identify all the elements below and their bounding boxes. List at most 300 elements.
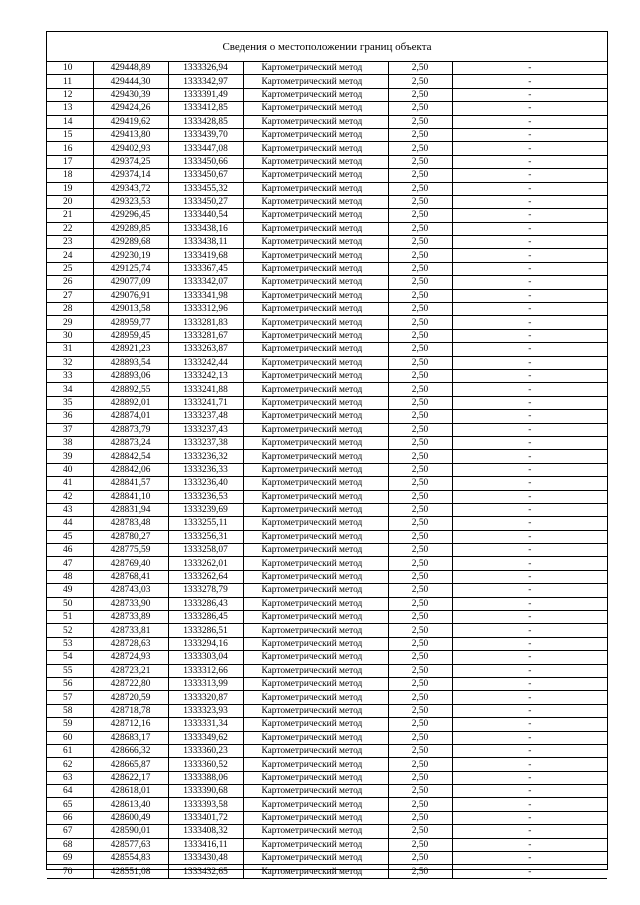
- accuracy-cell: 2,50: [388, 838, 452, 851]
- table-row: [47, 88, 607, 101]
- y-coordinate-cell: 1333236,32: [168, 450, 243, 463]
- accuracy-cell: 2,50: [388, 517, 452, 530]
- method-cell: Картометрический метод: [243, 410, 388, 423]
- method-cell: Картометрический метод: [243, 128, 388, 141]
- method-cell: Картометрический метод: [243, 503, 388, 516]
- method-cell: Картометрический метод: [243, 329, 388, 342]
- x-coordinate-cell: 429013,58: [93, 303, 168, 316]
- description-cell: -: [452, 517, 607, 530]
- y-coordinate-cell: 1333281,83: [168, 316, 243, 329]
- y-coordinate-cell: 1333440,54: [168, 209, 243, 222]
- table-row: [47, 236, 607, 249]
- point-number-cell: 50: [47, 597, 93, 610]
- x-coordinate-cell: 429296,45: [93, 209, 168, 222]
- y-coordinate-cell: 1333237,48: [168, 410, 243, 423]
- table-row: [47, 758, 607, 771]
- point-number-cell: 40: [47, 463, 93, 476]
- description-cell: -: [452, 798, 607, 811]
- method-cell: Картометрический метод: [243, 544, 388, 557]
- description-cell: -: [452, 731, 607, 744]
- table-row: [47, 503, 607, 516]
- point-number-cell: 54: [47, 651, 93, 664]
- table-row: [47, 584, 607, 597]
- point-number-cell: 51: [47, 611, 93, 624]
- x-coordinate-cell: 428892,01: [93, 396, 168, 409]
- description-cell: -: [452, 611, 607, 624]
- method-cell: Картометрический метод: [243, 450, 388, 463]
- point-number-cell: 53: [47, 637, 93, 650]
- method-cell: Картометрический метод: [243, 691, 388, 704]
- description-cell: -: [452, 115, 607, 128]
- point-number-cell: 17: [47, 155, 93, 168]
- x-coordinate-cell: 429230,19: [93, 249, 168, 262]
- method-cell: Картометрический метод: [243, 356, 388, 369]
- method-cell: Картометрический метод: [243, 570, 388, 583]
- description-cell: -: [452, 383, 607, 396]
- table-row: [47, 530, 607, 543]
- y-coordinate-cell: 1333408,32: [168, 825, 243, 838]
- table-row: [47, 825, 607, 838]
- table-row: [47, 182, 607, 195]
- method-cell: Картометрический метод: [243, 758, 388, 771]
- point-number-cell: 26: [47, 276, 93, 289]
- x-coordinate-cell: 428873,24: [93, 436, 168, 449]
- accuracy-cell: 2,50: [388, 731, 452, 744]
- accuracy-cell: 2,50: [388, 637, 452, 650]
- description-cell: -: [452, 557, 607, 570]
- y-coordinate-cell: 1333256,31: [168, 530, 243, 543]
- accuracy-cell: 2,50: [388, 289, 452, 302]
- table-row: [47, 798, 607, 811]
- method-cell: Картометрический метод: [243, 704, 388, 717]
- y-coordinate-cell: 1333450,27: [168, 195, 243, 208]
- accuracy-cell: 2,50: [388, 262, 452, 275]
- x-coordinate-cell: 429289,68: [93, 236, 168, 249]
- x-coordinate-cell: 428554,83: [93, 852, 168, 865]
- description-cell: -: [452, 142, 607, 155]
- point-number-cell: 67: [47, 825, 93, 838]
- description-cell: -: [452, 718, 607, 731]
- accuracy-cell: 2,50: [388, 75, 452, 88]
- y-coordinate-cell: 1333239,69: [168, 503, 243, 516]
- table-row: [47, 718, 607, 731]
- point-number-cell: 43: [47, 503, 93, 516]
- point-number-cell: 12: [47, 88, 93, 101]
- description-cell: -: [452, 396, 607, 409]
- table-row: [47, 410, 607, 423]
- y-coordinate-cell: 1333263,87: [168, 343, 243, 356]
- point-number-cell: 14: [47, 115, 93, 128]
- accuracy-cell: 2,50: [388, 236, 452, 249]
- boundary-table-sheet: [46, 31, 608, 877]
- method-cell: Картометрический метод: [243, 316, 388, 329]
- x-coordinate-cell: 428921,23: [93, 343, 168, 356]
- point-number-cell: 21: [47, 209, 93, 222]
- table-row: [47, 677, 607, 690]
- description-cell: -: [452, 771, 607, 784]
- method-cell: Картометрический метод: [243, 651, 388, 664]
- table-row: [47, 744, 607, 757]
- table-row: [47, 62, 607, 75]
- x-coordinate-cell: 428892,55: [93, 383, 168, 396]
- description-cell: -: [452, 704, 607, 717]
- method-cell: Картометрический метод: [243, 865, 388, 878]
- description-cell: -: [452, 530, 607, 543]
- y-coordinate-cell: 1333341,98: [168, 289, 243, 302]
- method-cell: Картометрический метод: [243, 115, 388, 128]
- description-cell: -: [452, 450, 607, 463]
- table-row: [47, 262, 607, 275]
- point-number-cell: 56: [47, 677, 93, 690]
- accuracy-cell: 2,50: [388, 115, 452, 128]
- point-number-cell: 69: [47, 852, 93, 865]
- accuracy-cell: 2,50: [388, 744, 452, 757]
- y-coordinate-cell: 1333391,49: [168, 88, 243, 101]
- method-cell: Картометрический метод: [243, 798, 388, 811]
- table-row: [47, 771, 607, 784]
- accuracy-cell: 2,50: [388, 450, 452, 463]
- method-cell: Картометрический метод: [243, 62, 388, 75]
- accuracy-cell: 2,50: [388, 102, 452, 115]
- table-row: [47, 691, 607, 704]
- point-number-cell: 42: [47, 490, 93, 503]
- accuracy-cell: 2,50: [388, 477, 452, 490]
- table-row: [47, 316, 607, 329]
- description-cell: -: [452, 744, 607, 757]
- x-coordinate-cell: 428613,40: [93, 798, 168, 811]
- y-coordinate-cell: 1333241,88: [168, 383, 243, 396]
- point-number-cell: 15: [47, 128, 93, 141]
- accuracy-cell: 2,50: [388, 169, 452, 182]
- x-coordinate-cell: 428959,45: [93, 329, 168, 342]
- point-number-cell: 44: [47, 517, 93, 530]
- x-coordinate-cell: 428874,01: [93, 410, 168, 423]
- table-row: [47, 383, 607, 396]
- method-cell: Картометрический метод: [243, 785, 388, 798]
- description-cell: -: [452, 316, 607, 329]
- method-cell: Картометрический метод: [243, 383, 388, 396]
- point-number-cell: 63: [47, 771, 93, 784]
- x-coordinate-cell: 428590,01: [93, 825, 168, 838]
- accuracy-cell: 2,50: [388, 785, 452, 798]
- table-row: [47, 222, 607, 235]
- description-cell: -: [452, 544, 607, 557]
- accuracy-cell: 2,50: [388, 369, 452, 382]
- point-number-cell: 27: [47, 289, 93, 302]
- table-row: [47, 785, 607, 798]
- accuracy-cell: 2,50: [388, 503, 452, 516]
- point-number-cell: 47: [47, 557, 93, 570]
- accuracy-cell: 2,50: [388, 222, 452, 235]
- description-cell: -: [452, 88, 607, 101]
- y-coordinate-cell: 1333313,99: [168, 677, 243, 690]
- description-cell: -: [452, 637, 607, 650]
- table-row: [47, 356, 607, 369]
- method-cell: Картометрический метод: [243, 490, 388, 503]
- accuracy-cell: 2,50: [388, 825, 452, 838]
- y-coordinate-cell: 1333438,11: [168, 236, 243, 249]
- y-coordinate-cell: 1333393,58: [168, 798, 243, 811]
- method-cell: Картометрический метод: [243, 744, 388, 757]
- description-cell: -: [452, 209, 607, 222]
- accuracy-cell: 2,50: [388, 811, 452, 824]
- y-coordinate-cell: 1333312,66: [168, 664, 243, 677]
- y-coordinate-cell: 1333237,43: [168, 423, 243, 436]
- point-number-cell: 36: [47, 410, 93, 423]
- accuracy-cell: 2,50: [388, 718, 452, 731]
- accuracy-cell: 2,50: [388, 88, 452, 101]
- y-coordinate-cell: 1333294,16: [168, 637, 243, 650]
- point-number-cell: 23: [47, 236, 93, 249]
- method-cell: Картометрический метод: [243, 169, 388, 182]
- y-coordinate-cell: 1333278,79: [168, 584, 243, 597]
- x-coordinate-cell: 428841,57: [93, 477, 168, 490]
- accuracy-cell: 2,50: [388, 182, 452, 195]
- method-cell: Картометрический метод: [243, 236, 388, 249]
- point-number-cell: 29: [47, 316, 93, 329]
- method-cell: Картометрический метод: [243, 677, 388, 690]
- point-number-cell: 39: [47, 450, 93, 463]
- point-number-cell: 25: [47, 262, 93, 275]
- description-cell: -: [452, 785, 607, 798]
- method-cell: Картометрический метод: [243, 195, 388, 208]
- method-cell: Картометрический метод: [243, 557, 388, 570]
- table-row: [47, 115, 607, 128]
- x-coordinate-cell: 429430,39: [93, 88, 168, 101]
- y-coordinate-cell: 1333237,38: [168, 436, 243, 449]
- description-cell: -: [452, 624, 607, 637]
- y-coordinate-cell: 1333428,85: [168, 115, 243, 128]
- description-cell: -: [452, 343, 607, 356]
- y-coordinate-cell: 1333258,07: [168, 544, 243, 557]
- table-row: [47, 209, 607, 222]
- description-cell: -: [452, 276, 607, 289]
- description-cell: -: [452, 477, 607, 490]
- table-row: [47, 369, 607, 382]
- table-row: [47, 329, 607, 342]
- table-row: [47, 289, 607, 302]
- table-row: [47, 169, 607, 182]
- method-cell: Картометрический метод: [243, 75, 388, 88]
- table-row: [47, 249, 607, 262]
- y-coordinate-cell: 1333412,85: [168, 102, 243, 115]
- accuracy-cell: 2,50: [388, 155, 452, 168]
- point-number-cell: 41: [47, 477, 93, 490]
- x-coordinate-cell: 429444,30: [93, 75, 168, 88]
- description-cell: -: [452, 677, 607, 690]
- description-cell: -: [452, 289, 607, 302]
- point-number-cell: 31: [47, 343, 93, 356]
- accuracy-cell: 2,50: [388, 798, 452, 811]
- x-coordinate-cell: 428718,78: [93, 704, 168, 717]
- x-coordinate-cell: 429343,72: [93, 182, 168, 195]
- table-row: [47, 570, 607, 583]
- method-cell: Картометрический метод: [243, 276, 388, 289]
- point-number-cell: 33: [47, 369, 93, 382]
- y-coordinate-cell: 1333430,48: [168, 852, 243, 865]
- accuracy-cell: 2,50: [388, 758, 452, 771]
- description-cell: -: [452, 584, 607, 597]
- x-coordinate-cell: 428733,89: [93, 611, 168, 624]
- accuracy-cell: 2,50: [388, 142, 452, 155]
- method-cell: Картометрический метод: [243, 182, 388, 195]
- point-number-cell: 46: [47, 544, 93, 557]
- y-coordinate-cell: 1333236,53: [168, 490, 243, 503]
- point-number-cell: 70: [47, 865, 93, 878]
- description-cell: -: [452, 838, 607, 851]
- accuracy-cell: 2,50: [388, 597, 452, 610]
- table-row: [47, 597, 607, 610]
- point-number-cell: 20: [47, 195, 93, 208]
- method-cell: Картометрический метод: [243, 222, 388, 235]
- y-coordinate-cell: 1333388,06: [168, 771, 243, 784]
- accuracy-cell: 2,50: [388, 410, 452, 423]
- y-coordinate-cell: 1333342,97: [168, 75, 243, 88]
- description-cell: -: [452, 758, 607, 771]
- y-coordinate-cell: 1333286,43: [168, 597, 243, 610]
- description-cell: -: [452, 691, 607, 704]
- accuracy-cell: 2,50: [388, 303, 452, 316]
- accuracy-cell: 2,50: [388, 128, 452, 141]
- point-number-cell: 64: [47, 785, 93, 798]
- description-cell: -: [452, 303, 607, 316]
- coordinates-table: [47, 62, 607, 879]
- point-number-cell: 34: [47, 383, 93, 396]
- point-number-cell: 65: [47, 798, 93, 811]
- point-number-cell: 38: [47, 436, 93, 449]
- description-cell: -: [452, 102, 607, 115]
- x-coordinate-cell: 428873,79: [93, 423, 168, 436]
- x-coordinate-cell: 429419,62: [93, 115, 168, 128]
- y-coordinate-cell: 1333262,01: [168, 557, 243, 570]
- y-coordinate-cell: 1333326,94: [168, 62, 243, 75]
- y-coordinate-cell: 1333360,23: [168, 744, 243, 757]
- description-cell: -: [452, 811, 607, 824]
- y-coordinate-cell: 1333390,68: [168, 785, 243, 798]
- accuracy-cell: 2,50: [388, 865, 452, 878]
- accuracy-cell: 2,50: [388, 704, 452, 717]
- x-coordinate-cell: 428893,06: [93, 369, 168, 382]
- accuracy-cell: 2,50: [388, 436, 452, 449]
- y-coordinate-cell: 1333312,96: [168, 303, 243, 316]
- accuracy-cell: 2,50: [388, 209, 452, 222]
- accuracy-cell: 2,50: [388, 624, 452, 637]
- description-cell: -: [452, 329, 607, 342]
- accuracy-cell: 2,50: [388, 249, 452, 262]
- method-cell: Картометрический метод: [243, 477, 388, 490]
- accuracy-cell: 2,50: [388, 276, 452, 289]
- x-coordinate-cell: 428959,77: [93, 316, 168, 329]
- accuracy-cell: 2,50: [388, 570, 452, 583]
- x-coordinate-cell: 429402,93: [93, 142, 168, 155]
- table-row: [47, 704, 607, 717]
- x-coordinate-cell: 428841,10: [93, 490, 168, 503]
- x-coordinate-cell: 428783,48: [93, 517, 168, 530]
- x-coordinate-cell: 428769,40: [93, 557, 168, 570]
- x-coordinate-cell: 428842,54: [93, 450, 168, 463]
- y-coordinate-cell: 1333447,08: [168, 142, 243, 155]
- accuracy-cell: 2,50: [388, 691, 452, 704]
- description-cell: -: [452, 651, 607, 664]
- accuracy-cell: 2,50: [388, 490, 452, 503]
- table-row: [47, 611, 607, 624]
- method-cell: Картометрический метод: [243, 664, 388, 677]
- description-cell: -: [452, 249, 607, 262]
- accuracy-cell: 2,50: [388, 677, 452, 690]
- y-coordinate-cell: 1333236,33: [168, 463, 243, 476]
- accuracy-cell: 2,50: [388, 356, 452, 369]
- table-row: [47, 664, 607, 677]
- x-coordinate-cell: 428842,06: [93, 463, 168, 476]
- description-cell: -: [452, 463, 607, 476]
- table-row: [47, 517, 607, 530]
- accuracy-cell: 2,50: [388, 423, 452, 436]
- point-number-cell: 58: [47, 704, 93, 717]
- coordinates-table-body: [47, 62, 607, 878]
- table-row: [47, 423, 607, 436]
- table-row: [47, 102, 607, 115]
- table-row: [47, 436, 607, 449]
- document-title: Сведения о местоположении границ объекта: [47, 32, 607, 62]
- method-cell: Картометрический метод: [243, 530, 388, 543]
- method-cell: Картометрический метод: [243, 718, 388, 731]
- point-number-cell: 60: [47, 731, 93, 744]
- x-coordinate-cell: 429413,80: [93, 128, 168, 141]
- description-cell: -: [452, 852, 607, 865]
- x-coordinate-cell: 429374,14: [93, 169, 168, 182]
- accuracy-cell: 2,50: [388, 329, 452, 342]
- point-number-cell: 10: [47, 62, 93, 75]
- description-cell: -: [452, 195, 607, 208]
- x-coordinate-cell: 429125,74: [93, 262, 168, 275]
- x-coordinate-cell: 429448,89: [93, 62, 168, 75]
- description-cell: -: [452, 664, 607, 677]
- point-number-cell: 61: [47, 744, 93, 757]
- point-number-cell: 52: [47, 624, 93, 637]
- point-number-cell: 11: [47, 75, 93, 88]
- point-number-cell: 28: [47, 303, 93, 316]
- point-number-cell: 37: [47, 423, 93, 436]
- table-row: [47, 544, 607, 557]
- table-row: [47, 450, 607, 463]
- accuracy-cell: 2,50: [388, 316, 452, 329]
- accuracy-cell: 2,50: [388, 771, 452, 784]
- description-cell: -: [452, 597, 607, 610]
- method-cell: Картометрический метод: [243, 838, 388, 851]
- x-coordinate-cell: 429374,25: [93, 155, 168, 168]
- method-cell: Картометрический метод: [243, 825, 388, 838]
- point-number-cell: 48: [47, 570, 93, 583]
- description-cell: -: [452, 222, 607, 235]
- y-coordinate-cell: 1333286,51: [168, 624, 243, 637]
- point-number-cell: 57: [47, 691, 93, 704]
- description-cell: -: [452, 262, 607, 275]
- description-cell: -: [452, 436, 607, 449]
- point-number-cell: 30: [47, 329, 93, 342]
- y-coordinate-cell: 1333242,44: [168, 356, 243, 369]
- point-number-cell: 16: [47, 142, 93, 155]
- table-row: [47, 396, 607, 409]
- accuracy-cell: 2,50: [388, 343, 452, 356]
- x-coordinate-cell: 428622,17: [93, 771, 168, 784]
- y-coordinate-cell: 1333455,32: [168, 182, 243, 195]
- method-cell: Картометрический метод: [243, 289, 388, 302]
- description-cell: -: [452, 62, 607, 75]
- x-coordinate-cell: 428712,16: [93, 718, 168, 731]
- point-number-cell: 32: [47, 356, 93, 369]
- y-coordinate-cell: 1333416,11: [168, 838, 243, 851]
- method-cell: Картометрический метод: [243, 597, 388, 610]
